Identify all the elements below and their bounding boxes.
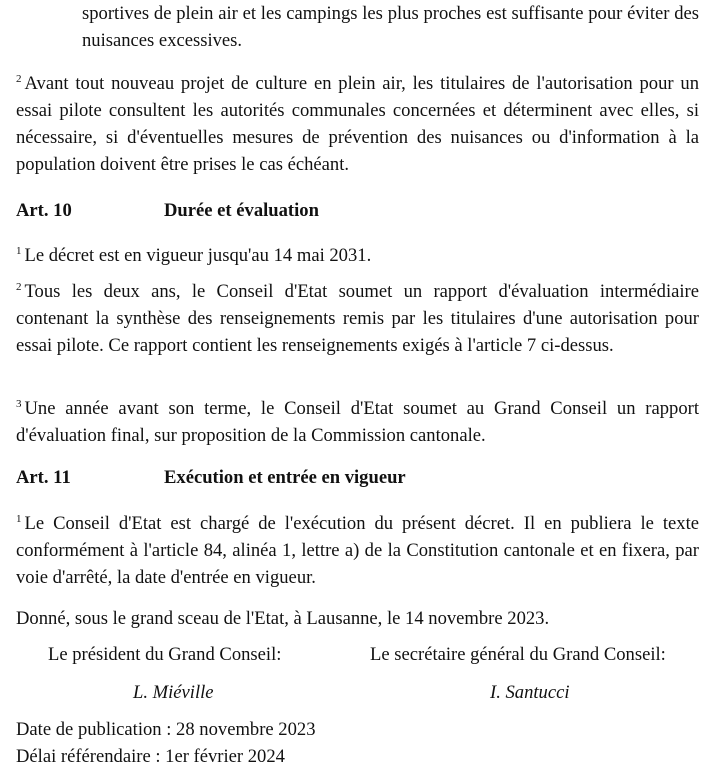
- publication-date: Date de publication : 28 novembre 2023: [16, 719, 316, 740]
- given-statement: Donné, sous le grand sceau de l'Etat, à Lausanne, le 14 novembre 2023.: [16, 608, 550, 629]
- paragraph-number: 1: [16, 512, 22, 525]
- paragraph-continuation: sportives de plein air et les campings les plus proches est suffisante pour éviter des nuisances excessives.: [82, 3, 699, 51]
- secretary-name: I. Santucci: [490, 682, 570, 703]
- article-number: Art. 10: [16, 200, 72, 221]
- referendum-deadline: Délai référendaire : 1er février 2024: [16, 746, 285, 767]
- article-11-heading: [16, 464, 406, 491]
- article-10-paragraph-3: [16, 395, 699, 449]
- article-title: Exécution et entrée en vigueur: [164, 467, 406, 488]
- article-title: Durée et évaluation: [164, 200, 319, 221]
- paragraph-text: Le décret est en vigueur jusqu'au 14 mai 2031.: [24, 245, 372, 266]
- article-10-paragraph-2: [16, 278, 699, 359]
- president-name: L. Miéville: [133, 682, 214, 703]
- paragraph-text: Tous les deux ans, le Conseil d'Etat soumet un rapport d'évaluation intermédiaire contenant la synthèse des renseignements remis par les titulaires d'une autorisation pour essai pilote. Ce rapport contient les renseignements exigés à l'article 7 ci-dessus.: [16, 281, 699, 356]
- paragraph-text: Avant tout nouveau projet de culture en plein air, les titulaires de l'autorisation pour un essai pilote consultent les autorités communales concernées et déterminent avec elles, si nécessaire, si d'éventuelles mesures de prévention des nuisances ou d'information à la population doivent être prises le cas échéant.: [16, 73, 699, 175]
- article-10-heading: [16, 197, 319, 224]
- president-role: Le président du Grand Conseil:: [48, 644, 282, 665]
- paragraph-text: Le Conseil d'Etat est chargé de l'exécution du présent décret. Il en publiera le texte conformément à l'article 84, alinéa 1, lettre a) de la Constitution cantonale et en fixera, par voie d'arrêté, la date d'entrée en vigueur.: [16, 513, 699, 588]
- paragraph-text: Une année avant son terme, le Conseil d'Etat soumet au Grand Conseil un rapport d'évaluation final, sur proposition de la Commission cantonale.: [16, 398, 699, 446]
- article-10-paragraph-1: [16, 242, 699, 269]
- secretary-role: Le secrétaire général du Grand Conseil:: [370, 644, 666, 665]
- paragraph-number: 2: [16, 72, 22, 85]
- article-number: Art. 11: [16, 467, 71, 488]
- article-9-paragraph-2: [16, 70, 699, 178]
- paragraph-number: 2: [16, 280, 22, 293]
- paragraph-number: 1: [16, 244, 22, 257]
- paragraph-number: 3: [16, 397, 22, 410]
- article-11-paragraph-1: [16, 510, 699, 591]
